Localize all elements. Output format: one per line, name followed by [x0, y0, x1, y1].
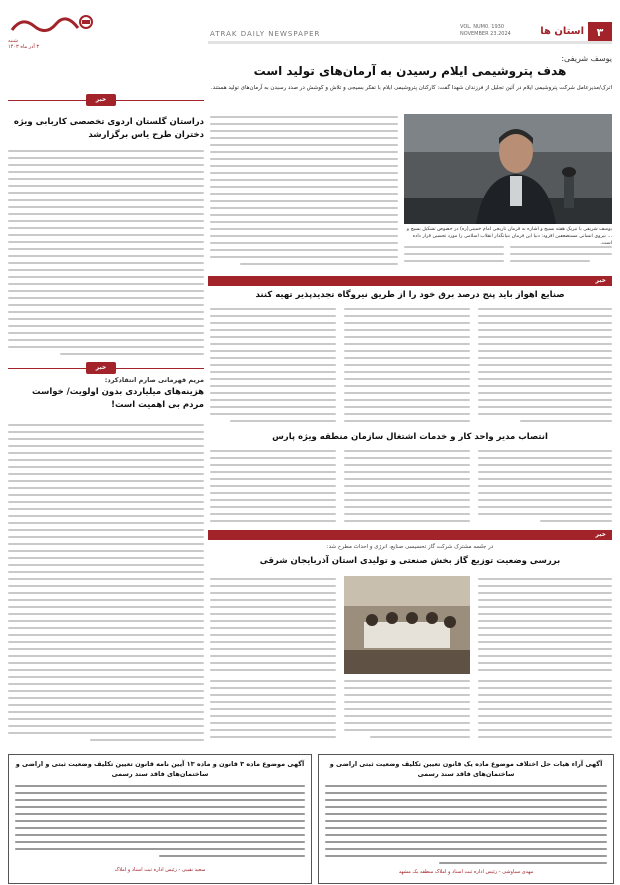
text-line — [8, 297, 204, 299]
legal-notice-2 — [8, 754, 312, 884]
text-line — [8, 725, 204, 727]
text-line — [210, 385, 336, 387]
legal-notice-1 — [318, 754, 614, 884]
text-line — [210, 520, 336, 522]
text-line — [344, 406, 470, 408]
text-line — [8, 332, 204, 334]
text-line — [8, 711, 204, 713]
text-line — [344, 471, 470, 473]
text-line — [478, 729, 612, 731]
text-line — [8, 262, 204, 264]
text-line — [8, 178, 204, 180]
text-line — [8, 311, 204, 313]
text-line — [344, 343, 470, 345]
news-strip: خبر — [208, 276, 612, 286]
azerbaijan-article-title: بررسی وضعیت توزیع گاز بخش صنعتی و تولیدی استان آذربایجان شرقی — [259, 556, 561, 566]
main-article-byline: یوسف شریفی: — [561, 54, 612, 63]
sidebar-article-1-title: دراستان گلستان اردوی تخصصی کاربابی ویژه دختران طرح یاس برگزارشد — [13, 117, 204, 140]
text-line — [344, 485, 470, 487]
text-line — [210, 371, 336, 373]
text-line — [8, 501, 204, 503]
text-line — [344, 708, 470, 710]
text-line — [210, 478, 336, 480]
text-line — [344, 715, 470, 717]
text-line — [478, 634, 612, 636]
text-line — [8, 697, 204, 699]
text-line — [8, 466, 204, 468]
text-line — [478, 613, 612, 615]
text-line — [210, 471, 336, 473]
text-line — [210, 736, 336, 738]
text-line — [210, 464, 336, 466]
text-line — [510, 253, 612, 255]
text-line — [8, 283, 204, 285]
text-line — [344, 385, 470, 387]
text-line — [478, 662, 612, 664]
text-line — [210, 701, 336, 703]
text-line — [8, 220, 204, 222]
text-line — [344, 499, 470, 501]
azerbaijan-kicker: در جلسه مشترک شرکت گاز تحسیسی صنایع، انرژی و احداث مطرح شد: — [326, 544, 494, 550]
text-line — [344, 308, 470, 310]
notice-2-footer: سعید نقیبی - رئیس اداره ثبت اسناد و املاک — [114, 867, 206, 873]
text-line — [344, 329, 470, 331]
text-line — [15, 792, 305, 794]
text-line — [210, 242, 398, 244]
text-line — [325, 813, 607, 815]
text-line — [210, 221, 398, 223]
text-line — [8, 459, 204, 461]
text-line — [15, 820, 305, 822]
text-line — [210, 708, 336, 710]
text-line — [344, 322, 470, 324]
text-line — [210, 662, 336, 664]
text-line — [344, 680, 470, 682]
text-line — [210, 179, 398, 181]
text-line — [8, 606, 204, 608]
text-line — [8, 192, 204, 194]
text-line — [344, 457, 470, 459]
text-line — [210, 144, 398, 146]
text-line — [325, 841, 607, 843]
text-line — [210, 172, 398, 174]
text-line — [8, 234, 204, 236]
text-line — [344, 350, 470, 352]
text-line — [478, 315, 612, 317]
text-line — [8, 185, 204, 187]
text-line — [210, 200, 398, 202]
text-line — [478, 457, 612, 459]
pars-article-title: انتصاب مدیر واحد کار و خدمات اشتغال سازمان منطقه ویژه پارس — [272, 432, 548, 442]
text-line — [210, 687, 336, 689]
text-line — [8, 641, 204, 643]
main-article-title: هدف پتروشیمی ایلام رسیدن به آرمان‌های تولید است — [253, 64, 567, 78]
text-line — [210, 513, 336, 515]
text-line — [210, 648, 336, 650]
main-article-lead: اترک/مدیرعامل شرکت پتروشیمی ایلام در آئین تجلیل از فرزندان شهدا گفت: کارکنان پتروشیمی ایلام با تفکر بسیجی و تلاش و کوشش در صدد رسیدن به آرمان‌های تولید هستند. — [210, 85, 612, 91]
text-line — [344, 413, 470, 415]
text-line — [344, 364, 470, 366]
text-line — [15, 827, 305, 829]
text-line — [8, 473, 204, 475]
text-line — [8, 662, 204, 664]
text-line — [478, 385, 612, 387]
text-line — [344, 520, 470, 522]
text-line — [8, 669, 204, 671]
newspaper-logo — [8, 12, 96, 38]
text-line — [210, 151, 398, 153]
text-line — [210, 193, 398, 195]
text-line — [8, 522, 204, 524]
page-header — [0, 0, 620, 62]
meeting-photo — [344, 576, 470, 674]
text-line — [60, 353, 204, 355]
text-line — [8, 248, 204, 250]
text-line — [210, 613, 336, 615]
text-line — [210, 485, 336, 487]
text-line — [344, 315, 470, 317]
text-line — [8, 206, 204, 208]
text-line — [8, 494, 204, 496]
text-line — [478, 669, 612, 671]
text-line — [8, 157, 204, 159]
text-line — [90, 739, 204, 741]
text-line — [8, 487, 204, 489]
text-line — [15, 785, 305, 787]
text-line — [478, 701, 612, 703]
text-line — [15, 841, 305, 843]
text-line — [370, 736, 470, 738]
text-line — [478, 308, 612, 310]
text-line — [8, 241, 204, 243]
volume-info: VOL. NUM0. 1930 NOVEMBER 23.2024 — [460, 24, 511, 37]
text-line — [478, 722, 612, 724]
text-line — [210, 406, 336, 408]
text-line — [210, 722, 336, 724]
text-line — [210, 329, 336, 331]
text-line — [478, 378, 612, 380]
text-line — [404, 260, 504, 262]
text-line — [540, 520, 612, 522]
text-line — [210, 123, 398, 125]
text-line — [210, 634, 336, 636]
text-line — [210, 592, 336, 594]
text-line — [478, 499, 612, 501]
text-line — [8, 452, 204, 454]
text-line — [478, 592, 612, 594]
text-line — [344, 513, 470, 515]
text-line — [8, 557, 204, 559]
text-line — [210, 694, 336, 696]
text-line — [8, 318, 204, 320]
text-line — [8, 634, 204, 636]
text-line — [344, 420, 470, 422]
text-line — [344, 694, 470, 696]
text-line — [344, 378, 470, 380]
text-line — [210, 599, 336, 601]
text-line — [325, 848, 607, 850]
power-article-title: صنایع اهواز باید پنج درصد برق خود را از طریق نیروگاه تجدیدپذیر تهیه کنند — [255, 290, 565, 300]
text-line — [478, 399, 612, 401]
text-line — [8, 276, 204, 278]
text-line — [478, 715, 612, 717]
text-line — [8, 164, 204, 166]
text-line — [8, 585, 204, 587]
text-line — [210, 214, 398, 216]
text-line — [325, 785, 607, 787]
text-line — [15, 813, 305, 815]
text-line — [8, 213, 204, 215]
text-line — [8, 171, 204, 173]
text-line — [8, 199, 204, 201]
text-line — [210, 228, 398, 230]
text-line — [8, 683, 204, 685]
text-line — [210, 130, 398, 132]
text-line — [8, 592, 204, 594]
text-line — [8, 508, 204, 510]
text-line — [159, 855, 305, 857]
text-line — [210, 506, 336, 508]
text-line — [478, 413, 612, 415]
text-line — [344, 687, 470, 689]
main-photo-caption: یوسف شریفی با تبریک هفته بسیج و اشاره به فرمان تاریخی امام خمینی(ره) در خصوص تشکیل بسیج و ... نیروی انسانی مستضعفین افزود: دنیا این فرمان بنیانگذار انقلاب اسلامی را مورد تحسین قرار داده است. — [406, 227, 612, 246]
text-line — [8, 648, 204, 650]
text-line — [8, 438, 204, 440]
text-line — [15, 799, 305, 801]
text-line — [404, 253, 504, 255]
text-line — [478, 350, 612, 352]
text-line — [478, 680, 612, 682]
text-line — [210, 578, 336, 580]
text-line — [478, 599, 612, 601]
text-line — [325, 834, 607, 836]
text-line — [478, 343, 612, 345]
text-line — [478, 371, 612, 373]
text-line — [325, 799, 607, 801]
text-line — [510, 246, 612, 248]
text-line — [210, 729, 336, 731]
text-line — [8, 564, 204, 566]
text-line — [8, 543, 204, 545]
text-line — [210, 350, 336, 352]
text-line — [230, 420, 336, 422]
text-line — [8, 424, 204, 426]
text-line — [344, 392, 470, 394]
text-line — [478, 329, 612, 331]
sidebar-badge: خبر — [86, 94, 116, 106]
issue-date: شنبه ۳ آذر ماه ۱۴۰۳ — [8, 38, 40, 50]
text-line — [439, 862, 607, 864]
text-line — [210, 669, 336, 671]
text-line — [478, 694, 612, 696]
text-line — [210, 499, 336, 501]
text-line — [15, 834, 305, 836]
text-line — [210, 364, 336, 366]
text-line — [210, 256, 398, 258]
text-line — [8, 620, 204, 622]
text-line — [344, 506, 470, 508]
text-line — [8, 676, 204, 678]
text-line — [478, 336, 612, 338]
text-line — [210, 620, 336, 622]
text-line — [8, 578, 204, 580]
text-line — [210, 680, 336, 682]
text-line — [478, 708, 612, 710]
text-line — [210, 336, 336, 338]
text-line — [8, 255, 204, 257]
text-line — [15, 848, 305, 850]
text-line — [8, 529, 204, 531]
text-line — [210, 392, 336, 394]
text-line — [478, 620, 612, 622]
text-line — [344, 492, 470, 494]
text-line — [478, 322, 612, 324]
sidebar-article-2-byline: مریم قهرمانی صارم انتقادکرد: — [104, 376, 204, 384]
text-line — [510, 260, 590, 262]
text-line — [478, 392, 612, 394]
text-line — [210, 450, 336, 452]
text-line — [344, 357, 470, 359]
text-line — [8, 339, 204, 341]
text-line — [210, 158, 398, 160]
text-line — [8, 613, 204, 615]
text-line — [8, 150, 204, 152]
text-line — [8, 325, 204, 327]
text-line — [8, 227, 204, 229]
text-line — [8, 599, 204, 601]
text-line — [478, 357, 612, 359]
text-line — [8, 690, 204, 692]
text-line — [344, 371, 470, 373]
text-line — [210, 641, 336, 643]
text-line — [210, 315, 336, 317]
text-line — [478, 627, 612, 629]
notice-1-title: آگهی آراء هیات حل اختلاف موضوع ماده یک قانون تعیین تکلیف وضعیت ثبتی اراضی و ساختمان‌های فاقد سند رسمی — [329, 760, 603, 778]
text-line — [8, 536, 204, 538]
text-line — [210, 308, 336, 310]
text-line — [8, 550, 204, 552]
text-line — [478, 578, 612, 580]
text-line — [344, 336, 470, 338]
text-line — [210, 585, 336, 587]
text-line — [8, 655, 204, 657]
text-line — [210, 606, 336, 608]
text-line — [478, 687, 612, 689]
text-line — [8, 480, 204, 482]
text-line — [344, 464, 470, 466]
notice-1-footer: مهدی سیاوشی - رئیس اداره ثبت اسناد و املاک منطقه یک مشهد — [398, 869, 534, 875]
text-line — [210, 165, 398, 167]
text-line — [325, 820, 607, 822]
header-rule — [208, 41, 612, 44]
sidebar-article-2-title: هزینه‌های میلیاردی بدون اولویت/ خواست مردم بی اهمیت است! — [32, 387, 204, 410]
text-line — [210, 655, 336, 657]
text-line — [478, 478, 612, 480]
text-line — [8, 269, 204, 271]
text-line — [15, 806, 305, 808]
text-line — [478, 406, 612, 408]
text-line — [478, 506, 612, 508]
text-line — [210, 457, 336, 459]
text-line — [8, 571, 204, 573]
text-line — [8, 718, 204, 720]
text-line — [8, 304, 204, 306]
text-line — [210, 357, 336, 359]
main-article-photo — [404, 114, 612, 224]
text-line — [478, 648, 612, 650]
text-line — [210, 137, 398, 139]
text-line — [8, 732, 204, 734]
text-line — [210, 715, 336, 717]
text-line — [478, 364, 612, 366]
text-line — [8, 290, 204, 292]
text-line — [210, 492, 336, 494]
text-line — [478, 471, 612, 473]
text-line — [478, 655, 612, 657]
text-line — [210, 627, 336, 629]
text-line — [210, 186, 398, 188]
text-line — [210, 399, 336, 401]
text-line — [478, 513, 612, 515]
notice-2-title: آگهی موضوع ماده ۳ قانون و ماده ۱۳ آیین نامه قانون تعیین تکلیف وضعیت ثبتی و اراضی و ساختمان‌های فاقد سند رسمی — [15, 760, 305, 778]
text-line — [210, 413, 336, 415]
news-strip: خبر — [208, 530, 612, 540]
text-line — [478, 641, 612, 643]
text-line — [8, 515, 204, 517]
text-line — [478, 492, 612, 494]
text-line — [478, 585, 612, 587]
text-line — [8, 627, 204, 629]
text-line — [8, 431, 204, 433]
text-line — [344, 701, 470, 703]
text-line — [344, 729, 470, 731]
text-line — [240, 263, 398, 265]
text-line — [478, 736, 612, 738]
text-line — [344, 478, 470, 480]
text-line — [210, 116, 398, 118]
paper-name: ATRAK DAILY NEWSPAPER — [210, 30, 321, 38]
text-line — [210, 207, 398, 209]
text-line — [344, 450, 470, 452]
text-line — [210, 235, 398, 237]
text-line — [325, 827, 607, 829]
text-line — [478, 464, 612, 466]
text-line — [325, 855, 607, 857]
text-line — [8, 346, 204, 348]
sidebar-badge: خبر — [86, 362, 116, 374]
text-line — [325, 806, 607, 808]
text-line — [210, 343, 336, 345]
text-line — [404, 246, 504, 248]
text-line — [8, 445, 204, 447]
section-label: استان ها — [540, 26, 584, 37]
text-line — [478, 606, 612, 608]
text-line — [478, 485, 612, 487]
text-line — [520, 420, 612, 422]
text-line — [344, 722, 470, 724]
text-line — [325, 792, 607, 794]
text-line — [210, 378, 336, 380]
text-line — [344, 399, 470, 401]
text-line — [8, 704, 204, 706]
text-line — [478, 450, 612, 452]
text-line — [210, 322, 336, 324]
page-number: ۳ — [588, 22, 612, 44]
text-line — [210, 249, 398, 251]
